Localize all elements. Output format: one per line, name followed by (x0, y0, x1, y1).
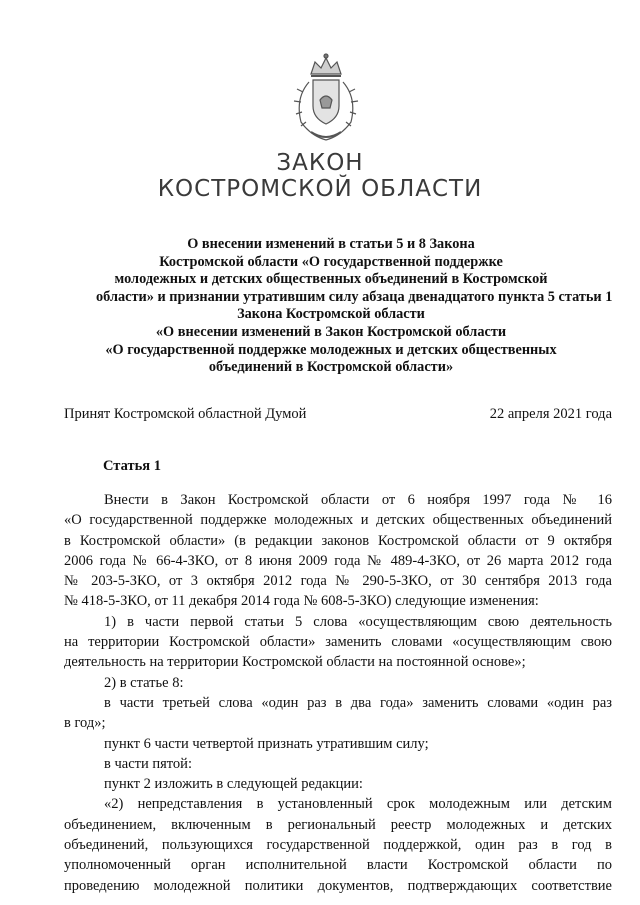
heading-line: О внесении изменений в статьи 5 и 8 Закона (187, 236, 475, 252)
heading-line: объединений в Костромской области» (208, 359, 454, 376)
heading-line: молодежных и детских общественных объединений в Костромской (114, 271, 548, 288)
adopted-by: Принят Костромской областной Думой (64, 406, 307, 422)
heading-line: Костромской области «О государственной поддержке (159, 253, 503, 270)
heading-line: Закона Костромской области (237, 306, 425, 323)
text-line: в год»; (64, 715, 106, 732)
text-line: объединением, включенным в региональный реестр молодежных и детских (64, 816, 612, 833)
text-line: пункт 2 изложить в следующей редакции: (104, 776, 363, 793)
text-line: пункт 6 части четвертой признать утратившим силу; (104, 735, 429, 752)
law-heading (96, 236, 613, 377)
text-line: 2006 года № 66-4-ЗКО, от 8 июня 2009 года № 489-4-ЗКО, от 26 марта 2012 года (64, 552, 612, 569)
law-title: ЗАКОН (276, 150, 364, 176)
text-line: 2) в статье 8: (104, 674, 184, 691)
text-line: проведению молодежной политики документов, подтверждающих соответствие (64, 877, 612, 894)
text-line: «О государственной поддержке молодежных и детских общественных объединений (64, 512, 612, 529)
article-body (64, 490, 612, 896)
text-line: объединений, пользующихся государственной поддержкой, один раз в год в (64, 837, 612, 854)
text-line: № 203-5-ЗКО, от 3 октября 2012 года № 290-5-ЗКО, от 30 сентября 2013 года (64, 573, 612, 590)
text-line: в Костромской области» (в редакции законов Костромской области от 9 октября (64, 532, 612, 549)
heading-line: «О государственной поддержке молодежных и детских общественных (105, 341, 557, 358)
heading-line: «О внесении изменений в Закон Костромской области (155, 323, 507, 340)
adopted-date: 22 апреля 2021 года (489, 406, 612, 422)
text-line: в части третьей слова «один раз в два года» заменить словами «один раз (104, 694, 612, 711)
heading-line: области» и признании утратившим силу абзаца двенадцатого пункта 5 статьи 1 (96, 288, 613, 305)
text-line: № 418-5-ЗКО, от 11 декабря 2014 года № 608-5-ЗКО) следующие изменения: (64, 593, 539, 610)
coat-of-arms-icon (287, 52, 365, 144)
article-title: Статья 1 (103, 458, 161, 474)
text-line: 1) в части первой статьи 5 слова «осуществляющим свою деятельность (104, 613, 612, 630)
text-line: на территории Костромской области» заменить словами «осуществляющим свою (64, 634, 612, 651)
region-title: КОСТРОМСКОЙ ОБЛАСТИ (157, 176, 483, 202)
text-line: Внести в Закон Костромской области от 6 ноября 1997 года № 16 (104, 492, 612, 508)
text-line: уполномоченный орган исполнительной власти Костромской области по (64, 857, 612, 874)
text-line: деятельность на территории Костромской области на постоянной основе»; (64, 654, 526, 671)
text-line: «2) непредставления в установленный срок молодежным или детским (104, 796, 612, 813)
text-line: в части пятой: (104, 755, 192, 772)
